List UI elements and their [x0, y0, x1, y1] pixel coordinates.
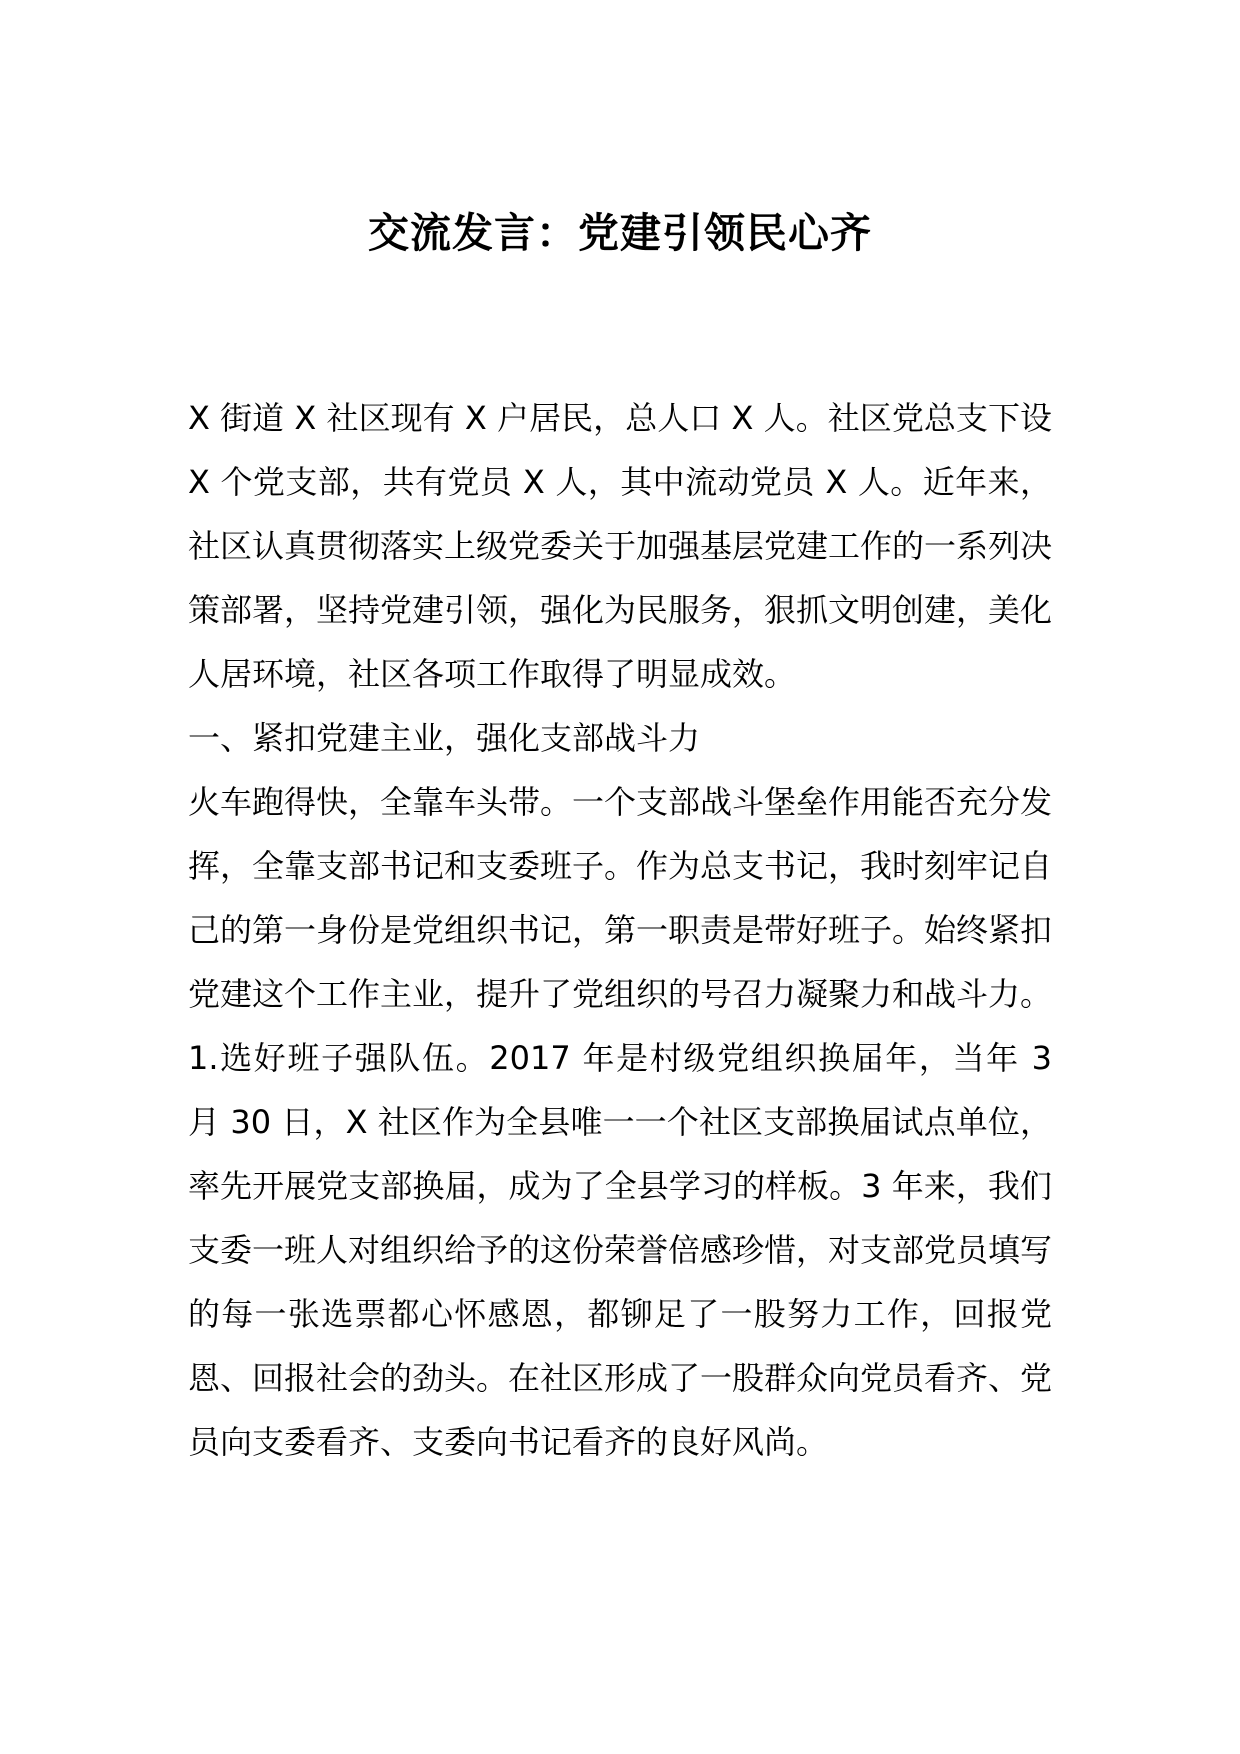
paragraph-item-1: 1.选好班子强队伍。2017 年是村级党组织换届年，当年 3 月 30 日，X 社区作为全县唯一一个社区支部换届试点单位，率先开展党支部换届，成为了全县学习的样板。3 年来，我们支委一班人对组织给予的这份荣誉倍感珍惜，对支部党员填写的每一张选票都心怀感恩，都铆足了一股努力工作，回报党恩、回报社会的劲头。在社区形成了一股群众向党员看齐、党员向支委看齐、支委向书记看齐的良好风尚。	[188, 1039, 1053, 1461]
document-title: 交流发言：党建引领民心齐	[368, 209, 872, 257]
paragraph-section-1: 火车跑得快，全靠车头带。一个支部战斗堡垒作用能否充分发挥，全靠支部书记和支委班子。作为总支书记，我时刻牢记自己的第一身份是党组织书记，第一职责是带好班子。始终紧扣党建这个工作主业，提升了党组织的号召力凝聚力和战斗力。	[188, 783, 1053, 1013]
paragraph-intro: X 街道 X 社区现有 X 户居民，总人口 X 人。社区党总支下设 X 个党支部，共有党员 X 人，其中流动党员 X 人。近年来，社区认真贯彻落实上级党委关于加强基层党建工作的一系列决策部署，坚持党建引领，强化为民服务，狠抓文明创建，美化人居环境，社区各项工作取得了明显成效。	[188, 399, 1053, 693]
document-body	[188, 386, 1052, 1474]
section-heading-1: 一、紧扣党建主业，强化支部战斗力	[188, 719, 701, 757]
